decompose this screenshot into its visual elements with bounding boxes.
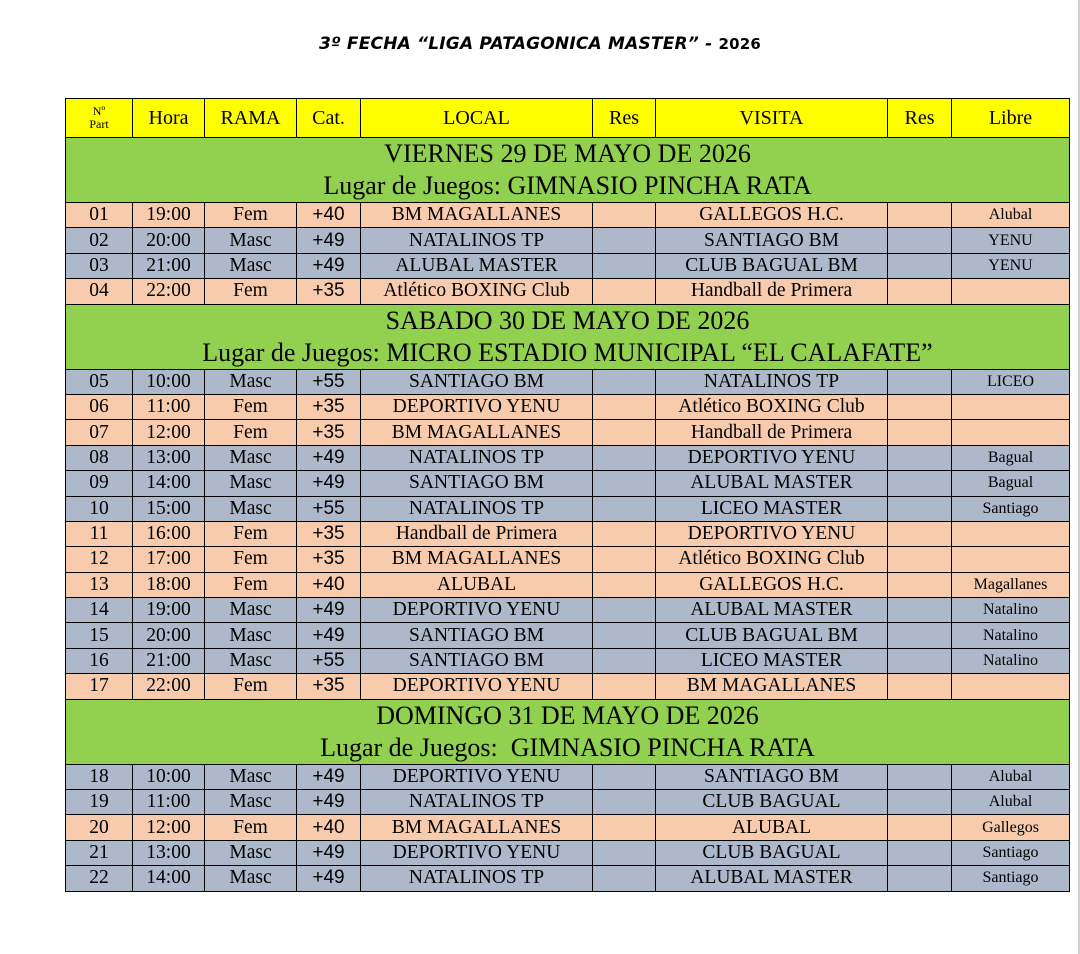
table-row bbox=[66, 572, 1070, 597]
match-number: 16 bbox=[66, 648, 133, 673]
header-res-visita: Res bbox=[888, 99, 952, 138]
match-free-team: Bagual bbox=[952, 445, 1070, 470]
match-branch: Fem bbox=[205, 547, 297, 572]
match-category: +55 bbox=[297, 496, 361, 521]
match-local-team: SANTIAGO BM bbox=[361, 369, 593, 394]
match-category: +49 bbox=[297, 445, 361, 470]
match-category: +49 bbox=[297, 764, 361, 789]
match-number: 09 bbox=[66, 471, 133, 496]
match-visiting-result bbox=[888, 547, 952, 572]
match-time: 15:00 bbox=[133, 496, 205, 521]
match-time: 10:00 bbox=[133, 764, 205, 789]
day-banner bbox=[66, 699, 1070, 764]
match-local-team: NATALINOS TP bbox=[361, 866, 593, 891]
match-local-team: Atlético BOXING Club bbox=[361, 279, 593, 304]
table-row bbox=[66, 496, 1070, 521]
match-visiting-team: Handball de Primera bbox=[656, 279, 888, 304]
match-local-result bbox=[593, 369, 656, 394]
match-local-result bbox=[593, 572, 656, 597]
match-visiting-result bbox=[888, 648, 952, 673]
match-local-result bbox=[593, 623, 656, 648]
match-number: 11 bbox=[66, 521, 133, 546]
match-free-team: Alubal bbox=[952, 764, 1070, 789]
match-branch: Fem bbox=[205, 521, 297, 546]
day-section-header bbox=[66, 304, 1070, 369]
day-banner bbox=[66, 304, 1070, 369]
match-category: +55 bbox=[297, 648, 361, 673]
match-number: 10 bbox=[66, 496, 133, 521]
day-section-header bbox=[66, 699, 1070, 764]
match-visiting-team: ALUBAL MASTER bbox=[656, 866, 888, 891]
match-category: +35 bbox=[297, 420, 361, 445]
match-visiting-result bbox=[888, 420, 952, 445]
match-visiting-result bbox=[888, 203, 952, 228]
match-visiting-result bbox=[888, 279, 952, 304]
match-visiting-team: ALUBAL bbox=[656, 815, 888, 840]
match-free-team bbox=[952, 394, 1070, 419]
match-number: 08 bbox=[66, 445, 133, 470]
match-category: +49 bbox=[297, 623, 361, 648]
match-local-team: BM MAGALLANES bbox=[361, 547, 593, 572]
day-date: DOMINGO 31 DE MAYO DE 2026 bbox=[376, 700, 759, 730]
table-row bbox=[66, 394, 1070, 419]
match-local-team: NATALINOS TP bbox=[361, 790, 593, 815]
match-visiting-result bbox=[888, 623, 952, 648]
match-category: +40 bbox=[297, 815, 361, 840]
match-visiting-result bbox=[888, 840, 952, 865]
match-visiting-team: LICEO MASTER bbox=[656, 496, 888, 521]
match-free-team: Gallegos bbox=[952, 815, 1070, 840]
match-visiting-team: CLUB BAGUAL BM bbox=[656, 253, 888, 278]
match-category: +49 bbox=[297, 866, 361, 891]
match-visiting-team: GALLEGOS H.C. bbox=[656, 572, 888, 597]
match-local-result bbox=[593, 815, 656, 840]
match-local-result bbox=[593, 866, 656, 891]
table-row bbox=[66, 445, 1070, 470]
match-branch: Fem bbox=[205, 572, 297, 597]
match-visiting-result bbox=[888, 815, 952, 840]
table-row bbox=[66, 598, 1070, 623]
match-visiting-team: ALUBAL MASTER bbox=[656, 598, 888, 623]
table-row bbox=[66, 521, 1070, 546]
match-visiting-team: BM MAGALLANES bbox=[656, 674, 888, 699]
match-category: +49 bbox=[297, 790, 361, 815]
match-visiting-result bbox=[888, 674, 952, 699]
match-time: 10:00 bbox=[133, 369, 205, 394]
match-time: 11:00 bbox=[133, 394, 205, 419]
match-free-team bbox=[952, 521, 1070, 546]
match-time: 12:00 bbox=[133, 420, 205, 445]
match-visiting-team: DEPORTIVO YENU bbox=[656, 521, 888, 546]
match-number: 21 bbox=[66, 840, 133, 865]
header-npart-line2: Part bbox=[89, 117, 109, 131]
match-time: 21:00 bbox=[133, 253, 205, 278]
match-local-team: DEPORTIVO YENU bbox=[361, 598, 593, 623]
match-visiting-team: CLUB BAGUAL BM bbox=[656, 623, 888, 648]
match-local-result bbox=[593, 598, 656, 623]
match-number: 12 bbox=[66, 547, 133, 572]
match-branch: Fem bbox=[205, 394, 297, 419]
match-local-team: BM MAGALLANES bbox=[361, 815, 593, 840]
match-branch: Fem bbox=[205, 815, 297, 840]
match-local-team: ALUBAL MASTER bbox=[361, 253, 593, 278]
table-row bbox=[66, 790, 1070, 815]
match-local-result bbox=[593, 445, 656, 470]
table-row bbox=[66, 253, 1070, 278]
table-row bbox=[66, 203, 1070, 228]
table-row bbox=[66, 866, 1070, 891]
match-local-result bbox=[593, 394, 656, 419]
match-local-result bbox=[593, 279, 656, 304]
match-local-team: DEPORTIVO YENU bbox=[361, 394, 593, 419]
match-number: 03 bbox=[66, 253, 133, 278]
match-local-team: NATALINOS TP bbox=[361, 445, 593, 470]
table-row bbox=[66, 648, 1070, 673]
match-free-team: Santiago bbox=[952, 840, 1070, 865]
match-local-team: DEPORTIVO YENU bbox=[361, 674, 593, 699]
table-row bbox=[66, 420, 1070, 445]
match-free-team bbox=[952, 279, 1070, 304]
match-time: 21:00 bbox=[133, 648, 205, 673]
match-branch: Masc bbox=[205, 866, 297, 891]
match-category: +35 bbox=[297, 279, 361, 304]
match-number: 06 bbox=[66, 394, 133, 419]
header-rama: RAMA bbox=[205, 99, 297, 138]
match-branch: Masc bbox=[205, 369, 297, 394]
match-time: 19:00 bbox=[133, 203, 205, 228]
header-libre: Libre bbox=[952, 99, 1070, 138]
header-hora: Hora bbox=[133, 99, 205, 138]
match-free-team: Santiago bbox=[952, 496, 1070, 521]
match-number: 19 bbox=[66, 790, 133, 815]
match-visiting-team: SANTIAGO BM bbox=[656, 228, 888, 253]
match-time: 18:00 bbox=[133, 572, 205, 597]
match-local-result bbox=[593, 203, 656, 228]
match-visiting-result bbox=[888, 572, 952, 597]
table-row bbox=[66, 369, 1070, 394]
match-number: 18 bbox=[66, 764, 133, 789]
match-category: +35 bbox=[297, 674, 361, 699]
match-visiting-team: SANTIAGO BM bbox=[656, 764, 888, 789]
table-row bbox=[66, 840, 1070, 865]
match-branch: Fem bbox=[205, 420, 297, 445]
match-visiting-team: Handball de Primera bbox=[656, 420, 888, 445]
match-branch: Masc bbox=[205, 445, 297, 470]
match-visiting-team: GALLEGOS H.C. bbox=[656, 203, 888, 228]
match-branch: Masc bbox=[205, 764, 297, 789]
match-local-result bbox=[593, 648, 656, 673]
match-number: 05 bbox=[66, 369, 133, 394]
match-time: 14:00 bbox=[133, 866, 205, 891]
match-visiting-team: Atlético BOXING Club bbox=[656, 394, 888, 419]
document-title bbox=[0, 34, 1080, 54]
match-visiting-result bbox=[888, 790, 952, 815]
header-row bbox=[66, 99, 1070, 138]
match-branch: Masc bbox=[205, 253, 297, 278]
match-time: 12:00 bbox=[133, 815, 205, 840]
match-free-team: YENU bbox=[952, 228, 1070, 253]
match-local-result bbox=[593, 228, 656, 253]
match-free-team: Natalino bbox=[952, 623, 1070, 648]
match-local-team: SANTIAGO BM bbox=[361, 623, 593, 648]
match-category: +40 bbox=[297, 572, 361, 597]
match-visiting-team: ALUBAL MASTER bbox=[656, 471, 888, 496]
day-date: SABADO 30 DE MAYO DE 2026 bbox=[385, 305, 750, 335]
match-local-result bbox=[593, 840, 656, 865]
day-venue: Lugar de Juegos: GIMNASIO PINCHA RATA bbox=[320, 732, 815, 762]
match-branch: Fem bbox=[205, 674, 297, 699]
table-row bbox=[66, 228, 1070, 253]
match-local-team: DEPORTIVO YENU bbox=[361, 840, 593, 865]
match-number: 20 bbox=[66, 815, 133, 840]
match-visiting-result bbox=[888, 496, 952, 521]
match-number: 14 bbox=[66, 598, 133, 623]
table-row bbox=[66, 764, 1070, 789]
match-branch: Masc bbox=[205, 598, 297, 623]
table-row bbox=[66, 279, 1070, 304]
match-time: 13:00 bbox=[133, 445, 205, 470]
match-branch: Masc bbox=[205, 496, 297, 521]
match-local-result bbox=[593, 674, 656, 699]
match-time: 17:00 bbox=[133, 547, 205, 572]
match-free-team bbox=[952, 674, 1070, 699]
table-row bbox=[66, 815, 1070, 840]
match-free-team: Natalino bbox=[952, 648, 1070, 673]
match-visiting-result bbox=[888, 521, 952, 546]
match-local-result bbox=[593, 420, 656, 445]
match-local-team: Handball de Primera bbox=[361, 521, 593, 546]
match-category: +55 bbox=[297, 369, 361, 394]
match-visiting-team: DEPORTIVO YENU bbox=[656, 445, 888, 470]
table-row bbox=[66, 674, 1070, 699]
match-visiting-team: Atlético BOXING Club bbox=[656, 547, 888, 572]
match-local-team: BM MAGALLANES bbox=[361, 420, 593, 445]
match-time: 22:00 bbox=[133, 279, 205, 304]
match-time: 20:00 bbox=[133, 623, 205, 648]
match-time: 19:00 bbox=[133, 598, 205, 623]
match-free-team: Alubal bbox=[952, 790, 1070, 815]
match-category: +35 bbox=[297, 394, 361, 419]
match-free-team: YENU bbox=[952, 253, 1070, 278]
match-branch: Masc bbox=[205, 471, 297, 496]
match-local-team: BM MAGALLANES bbox=[361, 203, 593, 228]
day-date: VIERNES 29 DE MAYO DE 2026 bbox=[384, 139, 751, 168]
table-header bbox=[66, 99, 1070, 138]
header-local: LOCAL bbox=[361, 99, 593, 138]
match-time: 14:00 bbox=[133, 471, 205, 496]
header-npart-line1: Nº bbox=[92, 104, 106, 118]
match-local-team: SANTIAGO BM bbox=[361, 648, 593, 673]
day-banner bbox=[66, 138, 1070, 203]
match-time: 20:00 bbox=[133, 228, 205, 253]
schedule-table bbox=[65, 98, 1070, 892]
match-local-result bbox=[593, 790, 656, 815]
match-visiting-result bbox=[888, 369, 952, 394]
match-branch: Masc bbox=[205, 228, 297, 253]
match-visiting-result bbox=[888, 228, 952, 253]
title-text: 3º FECHA “LIGA PATAGONICA MASTER” - bbox=[318, 34, 719, 54]
table-row bbox=[66, 623, 1070, 648]
match-visiting-result bbox=[888, 764, 952, 789]
match-category: +35 bbox=[297, 547, 361, 572]
table-row bbox=[66, 547, 1070, 572]
match-time: 11:00 bbox=[133, 790, 205, 815]
match-visiting-team: LICEO MASTER bbox=[656, 648, 888, 673]
match-local-team: SANTIAGO BM bbox=[361, 471, 593, 496]
match-free-team: LICEO bbox=[952, 369, 1070, 394]
match-local-result bbox=[593, 547, 656, 572]
match-free-team bbox=[952, 420, 1070, 445]
match-visiting-result bbox=[888, 471, 952, 496]
match-branch: Fem bbox=[205, 203, 297, 228]
match-category: +49 bbox=[297, 253, 361, 278]
match-local-team: NATALINOS TP bbox=[361, 228, 593, 253]
table-row bbox=[66, 471, 1070, 496]
match-category: +35 bbox=[297, 521, 361, 546]
match-branch: Masc bbox=[205, 790, 297, 815]
schedule-body bbox=[66, 138, 1070, 892]
match-category: +40 bbox=[297, 203, 361, 228]
match-number: 01 bbox=[66, 203, 133, 228]
match-visiting-result bbox=[888, 866, 952, 891]
match-visiting-result bbox=[888, 253, 952, 278]
match-category: +49 bbox=[297, 598, 361, 623]
match-visiting-result bbox=[888, 394, 952, 419]
match-local-team: DEPORTIVO YENU bbox=[361, 764, 593, 789]
match-category: +49 bbox=[297, 228, 361, 253]
match-number: 07 bbox=[66, 420, 133, 445]
match-category: +49 bbox=[297, 471, 361, 496]
match-category: +49 bbox=[297, 840, 361, 865]
header-visita: VISITA bbox=[656, 99, 888, 138]
match-branch: Fem bbox=[205, 279, 297, 304]
match-time: 22:00 bbox=[133, 674, 205, 699]
match-free-team: Natalino bbox=[952, 598, 1070, 623]
match-number: 17 bbox=[66, 674, 133, 699]
match-visiting-result bbox=[888, 598, 952, 623]
header-res-local: Res bbox=[593, 99, 656, 138]
day-section-header bbox=[66, 138, 1070, 203]
day-venue: Lugar de Juegos: GIMNASIO PINCHA RATA bbox=[323, 171, 812, 200]
match-local-result bbox=[593, 764, 656, 789]
match-visiting-team: CLUB BAGUAL bbox=[656, 840, 888, 865]
match-visiting-team: CLUB BAGUAL bbox=[656, 790, 888, 815]
match-time: 13:00 bbox=[133, 840, 205, 865]
match-free-team: Santiago bbox=[952, 866, 1070, 891]
match-free-team: Alubal bbox=[952, 203, 1070, 228]
match-local-result bbox=[593, 496, 656, 521]
title-year: 2026 bbox=[718, 35, 762, 53]
match-branch: Masc bbox=[205, 648, 297, 673]
match-local-team: ALUBAL bbox=[361, 572, 593, 597]
match-branch: Masc bbox=[205, 840, 297, 865]
match-free-team bbox=[952, 547, 1070, 572]
match-number: 13 bbox=[66, 572, 133, 597]
match-local-result bbox=[593, 253, 656, 278]
match-visiting-team: NATALINOS TP bbox=[656, 369, 888, 394]
match-visiting-result bbox=[888, 445, 952, 470]
match-local-result bbox=[593, 521, 656, 546]
match-local-team: NATALINOS TP bbox=[361, 496, 593, 521]
match-time: 16:00 bbox=[133, 521, 205, 546]
match-free-team: Bagual bbox=[952, 471, 1070, 496]
match-free-team: Magallanes bbox=[952, 572, 1070, 597]
header-cat: Cat. bbox=[297, 99, 361, 138]
match-branch: Masc bbox=[205, 623, 297, 648]
match-number: 15 bbox=[66, 623, 133, 648]
match-local-result bbox=[593, 471, 656, 496]
day-venue: Lugar de Juegos: MICRO ESTADIO MUNICIPAL “EL CALAFATE” bbox=[202, 337, 933, 367]
match-number: 02 bbox=[66, 228, 133, 253]
match-number: 04 bbox=[66, 279, 133, 304]
header-npart bbox=[66, 99, 133, 138]
match-number: 22 bbox=[66, 866, 133, 891]
